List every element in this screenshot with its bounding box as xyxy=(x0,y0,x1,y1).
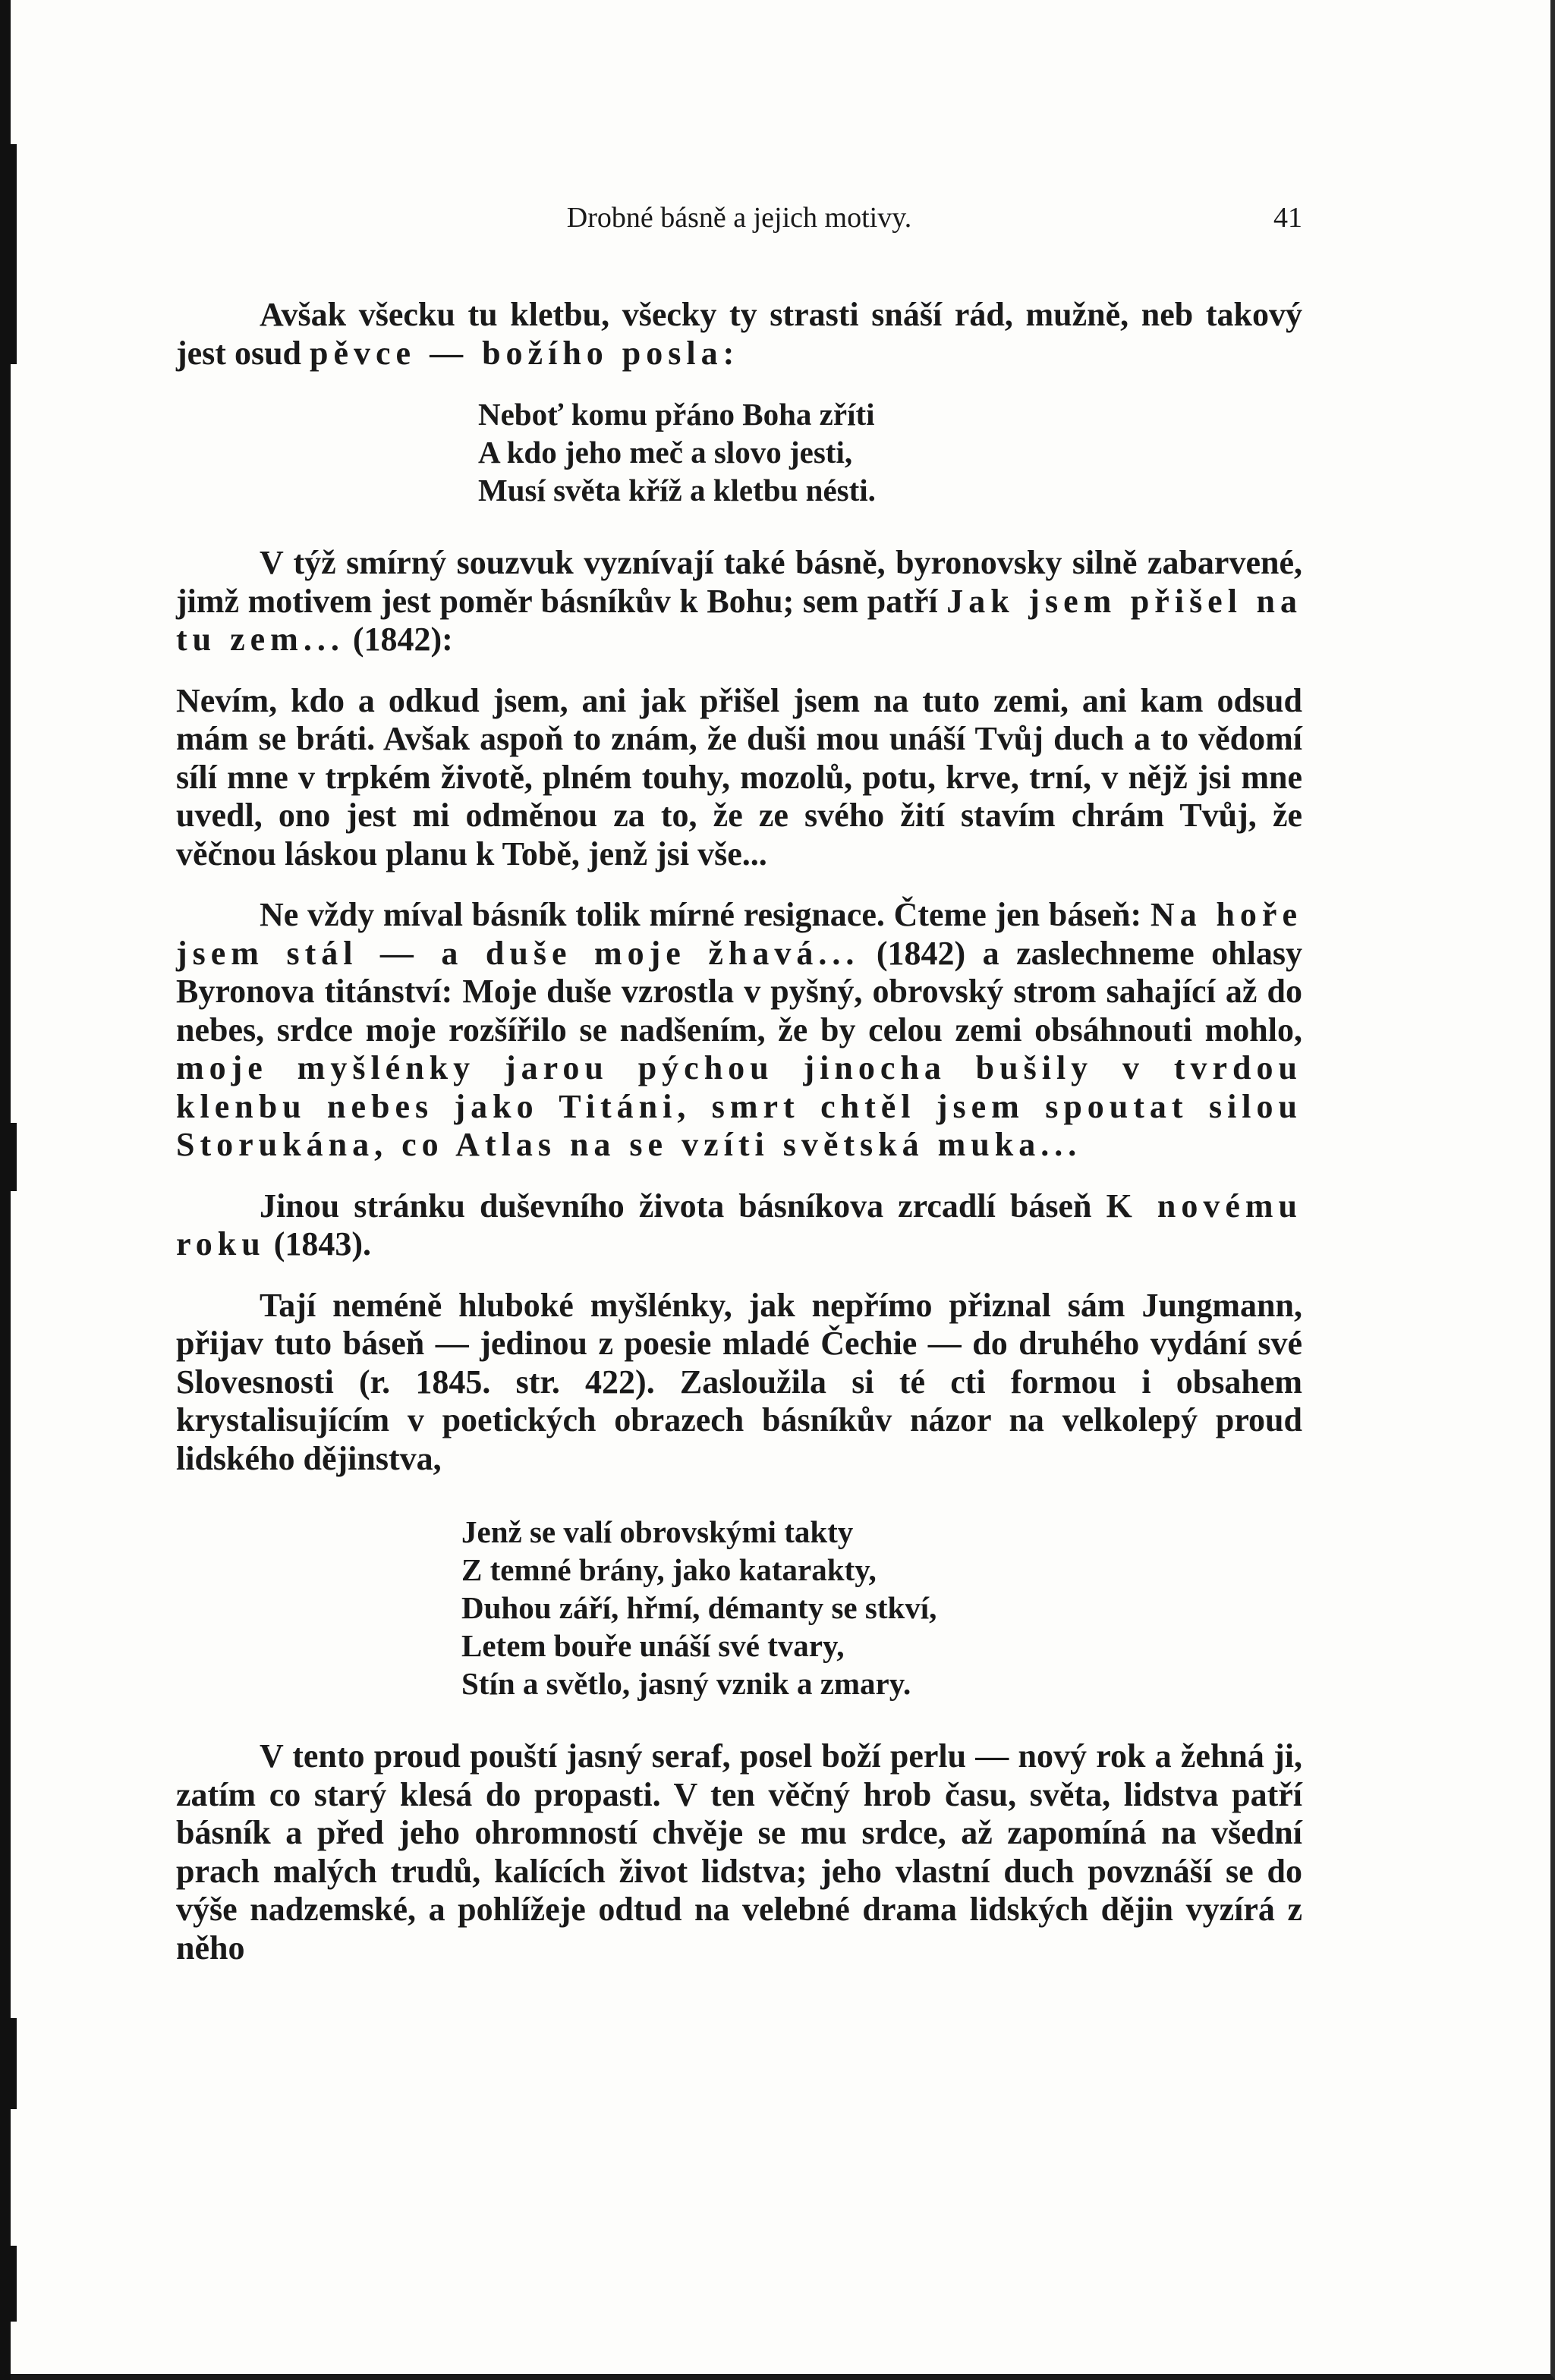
spaced-poem-title: Jak jsem přišel na tu zem... xyxy=(176,582,1303,658)
paragraph: Jinou stránku duševního života básníkova zrcadlí báseň K novému roku (1843). xyxy=(176,1187,1302,1262)
verse-line: Stín a světlo, jasný vznik a zmary. xyxy=(461,1666,911,1701)
verse-line: Neboť komu přáno Boha zříti xyxy=(478,397,875,432)
paragraph: Nevím, kdo a odkud jsem, ani jak přišel jsem na tuto zemi, ani kam odsud mám se bráti. Avšak aspoň to znám, že duši mou unáší Tvůj duch a to vědomí sílí mne v trpkém životě, plném touhy, mozolů, potu, krve, trní, v nějž jsi mne uvedl, ono jest mi odměnou za to, že ze svého žití stavím chrám Tvůj, že věčnou láskou planu k Tobě, jenž jsi vše... xyxy=(176,681,1302,872)
paragraph: Tají neméně hluboké myšlénky, jak nepřímo přiznal sám Jungmann, přijav tuto báseň — jedinou z poesie mladé Čechie — do druhého vydání své Slovesnosti (r. 1845. str. 422). Zasloužila si té cti formou i obsahem krystalisujícím v poetických obrazech básníkův názor na velkolepý proud lidského dějinstva, xyxy=(176,1286,1302,1477)
verse-line: Musí světa kříž a kletbu nésti. xyxy=(478,473,876,508)
verse-line: A kdo jeho meč a slovo jesti, xyxy=(478,435,853,470)
verse-line: Jenž se valí obrovskými takty xyxy=(461,1514,854,1549)
verse-line: Letem bouře unáší své tvary, xyxy=(461,1628,845,1663)
paragraph: Ne vždy míval básník tolik mírné resignace. Čteme jen báseň: Na hoře jsem stál — a duše moje žhavá... (1842) a zaslechneme ohlasy Byronova titánství: Moje duše vzrostla v pyšný, obrovský strom sahající až do nebes, srdce moje rozšířilo se nadšením, že by celou zemi obsáhnouti mohlo, moje myšlénky jarou pýchou jinocha bušily v tvrdou klenbu nebes jako Titáni, smrt chtěl jsem spoutat silou Storukána, co Atlas na se vzíti světská muka... xyxy=(176,896,1302,1163)
binding-mark xyxy=(9,2246,17,2322)
spaced-poem-title: K novému roku xyxy=(176,1187,1302,1262)
page-body xyxy=(176,296,1302,1967)
paragraph: Avšak všecku tu kletbu, všecky ty strasti snáší rád, mužně, neb takový jest osud pěvce — božího posla: xyxy=(176,296,1302,372)
binding-mark xyxy=(9,2018,17,2109)
paragraph: V týž smírný souzvuk vyznívají také básně, byronovsky silně zabarvené, jimž motivem jest poměr básníkův k Bohu; sem patří Jak jsem přišel na tu zem... (1842): xyxy=(176,544,1303,658)
spaced-emphasis: moje myšlénky jarou pýchou jinocha bušily v tvrdou klenbu nebes jako Titáni, smrt chtěl jsem spoutat silou Storukána, co Atlas na se vzíti světská muka... xyxy=(176,1049,1302,1163)
verse-line: Duhou září, hřmí, démanty se stkví, xyxy=(461,1590,937,1625)
verse-block xyxy=(461,1513,1302,1702)
binding-mark xyxy=(9,144,17,364)
verse-line: Z temné brány, jako katarakty, xyxy=(461,1552,877,1587)
binding-mark xyxy=(9,1123,17,1191)
paragraph: V tento proud pouští jasný seraf, posel boží perlu — nový rok a žehná ji, zatím co starý klesá do propasti. V ten věčný hrob času, světa, lidstva patří básník a před jeho ohromností chvěje se mu srdce, až zapomíná na všední prach malých trudů, kalících život lidstva; jeho vlastní duch povznáší se do výše nadzemské, a pohlížeje odtud na velebné drama lidských dějin vyzírá z něho xyxy=(176,1737,1302,1967)
page-number: 41 xyxy=(1273,202,1302,234)
running-header xyxy=(176,199,1302,237)
verse-block xyxy=(478,395,1302,509)
running-title: Drobné básně a jejich motivy. xyxy=(566,202,912,234)
spaced-emphasis: pěvce — božího posla: xyxy=(310,334,740,372)
spaced-poem-title: Na hoře jsem stál — a duše moje žhavá... xyxy=(176,896,1302,972)
